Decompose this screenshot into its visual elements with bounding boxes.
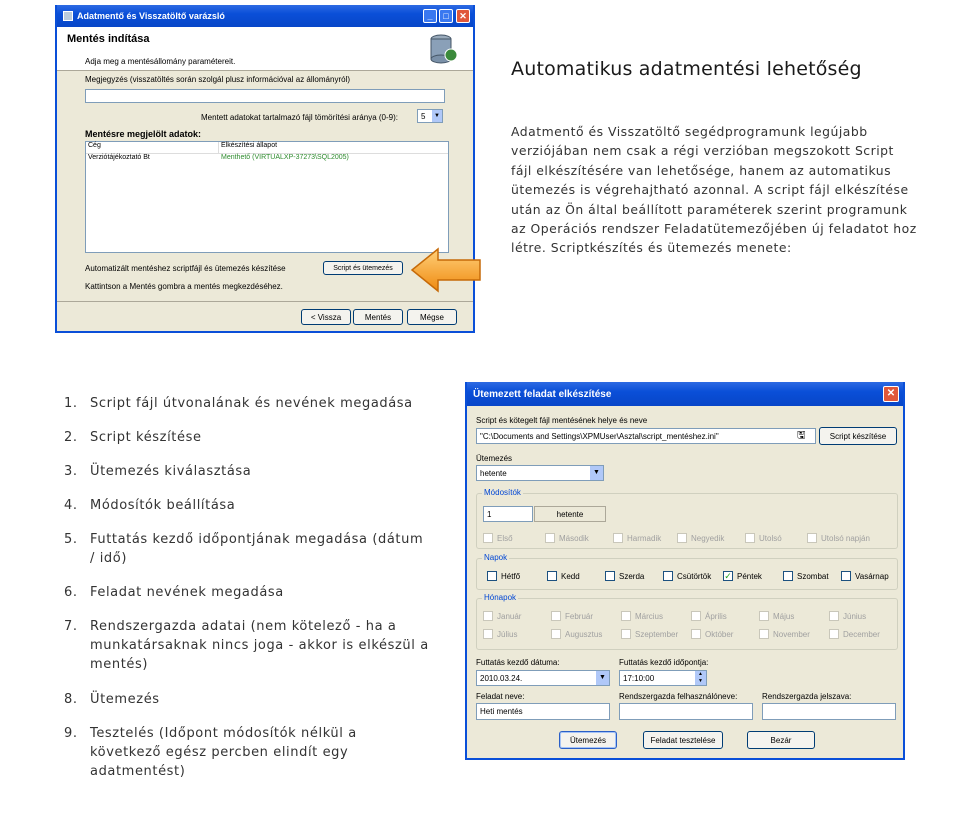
checkbox — [605, 571, 615, 581]
modifiers-group-title: Módosítók — [484, 488, 521, 497]
schedule-select[interactable] — [476, 465, 604, 481]
start-date-label: Futtatás kezdő dátuma: — [476, 658, 560, 667]
path-label: Script és kötegelt fájl mentésének helye és neve — [476, 416, 648, 425]
month-label: November — [773, 629, 810, 639]
close-dialog-button[interactable]: Bezár — [747, 731, 815, 749]
task-titlebar — [467, 382, 903, 406]
day-label: Vasárnap — [855, 571, 889, 581]
list-item — [64, 617, 429, 674]
checkbox — [545, 533, 555, 543]
step-text: Futtatás kezdő időpontjának megadása (dátum / idő) — [90, 532, 424, 566]
checkbox — [829, 611, 839, 621]
auto-label: Automatizált mentéshez scriptfájl és ütemezés készítése — [85, 264, 286, 273]
month-checkbox[interactable] — [829, 629, 880, 639]
month-checkbox[interactable] — [551, 611, 593, 621]
section-title: Mentésre megjelölt adatok: — [85, 129, 202, 139]
day-checkbox[interactable] — [723, 571, 762, 581]
back-button[interactable]: < Vissza — [301, 309, 351, 325]
step-number: 5. — [64, 532, 78, 547]
checkbox — [807, 533, 817, 543]
compression-value: 5 — [421, 111, 426, 121]
admin-pass-label: Rendszergazda jelszava: — [762, 692, 852, 701]
wizard-title: Adatmentő és Visszatöltő varázsló — [77, 11, 225, 21]
month-checkbox[interactable] — [759, 611, 794, 621]
day-checkbox[interactable] — [487, 571, 520, 581]
month-label: December — [843, 629, 880, 639]
start-time-value: 17:10:00 — [623, 673, 655, 683]
step-number: 6. — [64, 585, 78, 600]
month-label: Augusztus — [565, 629, 603, 639]
checkbox — [621, 629, 631, 639]
maximize-button[interactable]: □ — [439, 9, 453, 23]
folder-browse-icon[interactable]: 🖫 — [797, 430, 806, 441]
checkbox — [621, 611, 631, 621]
step-number: 3. — [64, 464, 78, 479]
checkbox — [783, 571, 793, 581]
list-item — [64, 462, 429, 481]
list-item — [64, 428, 429, 447]
admin-user-input[interactable] — [619, 703, 753, 720]
week-option-label: Utolsó — [759, 533, 782, 543]
month-checkbox[interactable] — [483, 611, 521, 621]
column-header[interactable]: Elkészítési állapot — [221, 142, 278, 149]
step-number: 8. — [64, 692, 78, 707]
save-button[interactable]: Mentés — [353, 309, 403, 325]
month-checkbox[interactable] — [483, 629, 517, 639]
checkbox — [745, 533, 755, 543]
list-item — [64, 724, 429, 781]
list-item — [64, 583, 429, 602]
data-list[interactable] — [85, 141, 449, 253]
modifier-unit: hetente — [534, 506, 606, 522]
step-number: 1. — [64, 396, 78, 411]
day-label: Kedd — [561, 571, 580, 581]
spinner-icon: ▲ ▼ — [695, 671, 706, 685]
start-time-spinner[interactable] — [619, 670, 707, 686]
step-number: 4. — [64, 498, 78, 513]
admin-user-label: Rendszergazda felhasználóneve: — [619, 692, 738, 701]
start-date-value: 2010.03.24. — [480, 673, 523, 683]
month-label: Március — [635, 611, 664, 621]
wizard-header: Mentés indítása — [67, 33, 150, 45]
checkbox: ✓ — [724, 570, 732, 581]
task-title: Ütemezett feladat elkészítése — [473, 388, 612, 400]
day-checkbox[interactable] — [783, 571, 829, 581]
day-checkbox[interactable] — [605, 571, 644, 581]
month-label: Január — [497, 611, 522, 621]
checkbox — [829, 629, 839, 639]
week-option[interactable] — [483, 533, 513, 543]
month-label: Február — [565, 611, 594, 621]
week-option-label: Utolsó napján — [821, 533, 870, 543]
days-group — [476, 553, 898, 590]
chevron-down-icon: ▼ — [590, 466, 603, 480]
cancel-button[interactable]: Mégse — [407, 309, 457, 325]
checkbox — [483, 611, 493, 621]
chevron-down-icon: ▼ — [596, 671, 609, 685]
modifier-number-input[interactable]: 1 — [483, 506, 533, 522]
checkbox — [677, 533, 687, 543]
compression-select[interactable] — [417, 109, 443, 123]
month-checkbox[interactable] — [621, 611, 663, 621]
day-label: Szerda — [619, 571, 645, 581]
modifiers-group — [476, 488, 898, 549]
week-option-label: Második — [559, 533, 589, 543]
month-label: Szeptember — [635, 629, 679, 639]
month-checkbox[interactable] — [691, 611, 727, 621]
wizard-hint: Adja meg a mentésállomány paramétereit. — [85, 57, 236, 66]
script-schedule-button[interactable]: Script és ütemezés — [323, 261, 403, 275]
step-text: Tesztelés (Időpont módosítók nélkül a következő egész percben elindít egy adatmentést) — [90, 726, 357, 779]
status-cell: Menthető (VIRTUALXP-37273\SQL2005) — [221, 154, 349, 161]
week-option-label: Negyedik — [691, 533, 725, 543]
week-option[interactable] — [545, 533, 589, 543]
schedule-value: hetente — [480, 468, 507, 478]
checkbox — [691, 629, 701, 639]
week-option-label: Harmadik — [627, 533, 662, 543]
week-option[interactable] — [745, 533, 782, 543]
minimize-button[interactable]: _ — [423, 9, 437, 23]
checkbox — [483, 533, 493, 543]
column-header[interactable]: Cég — [86, 142, 219, 153]
month-label: Július — [497, 629, 518, 639]
task-name-label: Feladat neve: — [476, 692, 525, 701]
step-number: 7. — [64, 619, 78, 634]
day-label: Szombat — [797, 571, 829, 581]
company-cell: Verziótájékoztató Bt — [88, 154, 150, 161]
checkbox — [613, 533, 623, 543]
checkbox — [759, 611, 769, 621]
day-label: Péntek — [737, 571, 762, 581]
month-label: Május — [773, 611, 795, 621]
schedule-label: Ütemezés — [476, 454, 513, 463]
month-checkbox[interactable] — [551, 629, 602, 639]
intro-paragraph: Adatmentő és Visszatöltő segédprogramunk legújabb verziójában nem csak a régi verzióban megszokott Script fájl elkészítésére van lehetősége, hanem az automatikus ütemezés is végrehajtható azonnal. A script fájl elkészítése után az Ön által beállított paraméterek szerint programunk az Operációs rendszer Feladatütemezőjében új feladatot hoz létre. Scriptkészítés és ütemezés menete: — [511, 124, 917, 256]
comment-input[interactable] — [85, 89, 445, 103]
checkbox — [663, 571, 673, 581]
start-time-label: Futtatás kezdő időpontja: — [619, 658, 709, 667]
task-dialog — [465, 382, 905, 760]
list-item — [64, 496, 429, 515]
step-text: Script fájl útvonalának és nevének megadása — [90, 396, 413, 411]
day-label: Hétfő — [501, 571, 521, 581]
months-group-title: Hónapok — [484, 593, 517, 602]
month-label: Október — [705, 629, 734, 639]
checkbox — [551, 611, 561, 621]
table-row[interactable] — [86, 154, 448, 166]
month-checkbox[interactable] — [759, 629, 810, 639]
day-checkbox[interactable] — [547, 571, 580, 581]
checkbox — [483, 629, 493, 639]
test-task-button[interactable]: Feladat tesztelése — [643, 731, 723, 749]
start-date-picker[interactable] — [476, 670, 610, 686]
list-item — [64, 394, 429, 413]
day-checkbox[interactable] — [663, 571, 711, 581]
step-text: Feladat nevének megadása — [90, 585, 284, 600]
admin-pass-input[interactable] — [762, 703, 896, 720]
wizard-titlebar — [57, 5, 473, 27]
step-number: 9. — [64, 726, 78, 741]
month-checkbox[interactable] — [829, 611, 866, 621]
schedule-button[interactable]: Ütemezés — [559, 731, 617, 749]
month-checkbox[interactable] — [621, 629, 678, 639]
day-checkbox[interactable] — [841, 571, 889, 581]
month-label: Június — [843, 611, 867, 621]
step-text: Ütemezés — [90, 692, 160, 707]
checkbox — [551, 629, 561, 639]
chevron-down-icon: ▼ — [432, 110, 442, 122]
week-option[interactable] — [677, 533, 724, 543]
step-text: Ütemezés kiválasztása — [90, 464, 252, 479]
days-group-title: Napok — [484, 553, 508, 562]
close-button[interactable]: ✕ — [456, 9, 470, 23]
checkbox — [487, 571, 497, 581]
checkbox — [547, 571, 557, 581]
day-label: Csütörtök — [677, 571, 712, 581]
divider — [57, 301, 473, 302]
comment-label: Megjegyzés (visszatöltés során szolgál plusz információval az állományról) — [85, 75, 350, 84]
checkbox — [841, 571, 851, 581]
instruction-text: Kattintson a Mentés gombra a mentés megkezdéséhez. — [85, 282, 283, 291]
step-text: Módosítók beállítása — [90, 498, 236, 513]
step-text: Script készítése — [90, 430, 202, 445]
list-item — [64, 690, 429, 709]
checkbox — [759, 629, 769, 639]
database-icon — [429, 33, 457, 65]
step-text: Rendszergazda adatai (nem kötelező - ha a munkatársaknak nincs joga - akkor is elkészül a mentés) — [90, 619, 429, 672]
week-option[interactable] — [807, 533, 870, 543]
page-title: Automatikus adatmentési lehetőség — [511, 58, 862, 80]
checkbox — [691, 611, 701, 621]
list-header — [86, 142, 448, 154]
path-input[interactable]: "C:\Documents and Settings\XPMUser\Asztal\script_mentéshez.ini" — [476, 428, 816, 444]
script-create-button[interactable]: Script készítése — [819, 427, 897, 445]
month-label: Április — [705, 611, 727, 621]
orange-arrow-icon — [408, 246, 484, 294]
close-button[interactable]: ✕ — [883, 386, 899, 402]
task-name-input[interactable]: Heti mentés — [476, 703, 610, 720]
month-checkbox[interactable] — [691, 629, 733, 639]
step-number: 2. — [64, 430, 78, 445]
months-group — [476, 593, 898, 650]
week-option[interactable] — [613, 533, 661, 543]
app-icon — [63, 11, 73, 21]
compression-label: Mentett adatokat tartalmazó fájl tömörítési aránya (0-9): — [201, 113, 398, 122]
week-option-label: Első — [497, 533, 513, 543]
list-item — [64, 530, 429, 568]
wizard-header-panel — [57, 27, 473, 71]
